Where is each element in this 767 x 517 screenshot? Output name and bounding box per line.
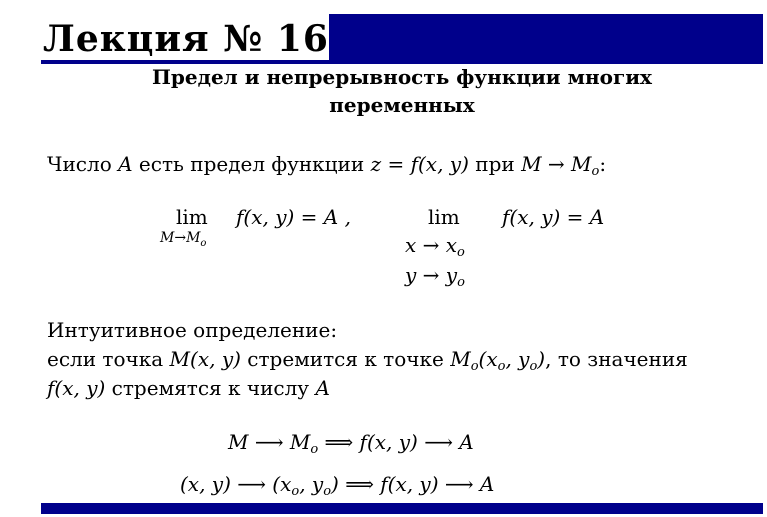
var-a: A bbox=[315, 376, 330, 400]
intuitive-text: стремятся к числу bbox=[105, 376, 316, 400]
limit1-word: lim bbox=[176, 205, 208, 229]
subscript: o bbox=[457, 245, 465, 260]
point-m0-coords: (x bbox=[478, 347, 498, 371]
definition-text: есть предел функции bbox=[132, 152, 371, 176]
subscript: o bbox=[200, 238, 207, 249]
point-m0-coords: ) bbox=[537, 347, 546, 371]
colon: : bbox=[599, 152, 607, 176]
subscript: o bbox=[470, 359, 479, 374]
intuitive-line2 bbox=[47, 347, 688, 374]
limit2-expression: f(x, y) = A bbox=[502, 205, 605, 229]
formula-text: , y bbox=[299, 472, 324, 496]
point-m0-coords: , y bbox=[505, 347, 530, 371]
limit2-condition-x bbox=[405, 233, 465, 260]
intuitive-text: , то значения bbox=[545, 347, 688, 371]
footer-blue-band bbox=[41, 503, 763, 514]
subscript: o bbox=[291, 484, 300, 499]
point-m0: M bbox=[450, 347, 471, 371]
slide-header bbox=[41, 14, 763, 60]
limit2-condition-y bbox=[405, 263, 465, 290]
function-expression: f(x, y) bbox=[47, 376, 106, 400]
condition-text: y → y bbox=[405, 263, 458, 287]
limit2-word: lim bbox=[428, 205, 460, 229]
intuitive-line3 bbox=[47, 376, 330, 400]
formula-text: ) ⟹ f(x, y) ⟶ A bbox=[331, 472, 495, 496]
subscript: o bbox=[457, 275, 465, 290]
limit-definition-sentence bbox=[47, 152, 606, 179]
formula-1 bbox=[228, 430, 474, 457]
topic-title-line1: Предел и непрерывность функции многих bbox=[152, 65, 652, 89]
definition-text: при bbox=[468, 152, 522, 176]
limit1-under-text: M→M bbox=[160, 230, 201, 246]
subscript: o bbox=[497, 359, 506, 374]
condition-text: x → x bbox=[405, 233, 458, 257]
intuitive-text: стремится к точке bbox=[240, 347, 451, 371]
topic-title-line2: переменных bbox=[329, 93, 475, 117]
subscript: o bbox=[310, 442, 319, 457]
header-blue-band bbox=[315, 14, 763, 60]
formula-text: (x, y) ⟶ (x bbox=[180, 472, 292, 496]
function-expression: z = f(x, y) bbox=[370, 152, 469, 176]
subscript: o bbox=[591, 164, 600, 179]
limit1-expression: f(x, y) = A , bbox=[236, 205, 351, 229]
subscript: o bbox=[529, 359, 538, 374]
lecture-title: Лекция № 16 bbox=[41, 14, 329, 60]
intuitive-text: если точка bbox=[47, 347, 170, 371]
definition-text: Число bbox=[47, 152, 119, 176]
intuitive-heading: Интуитивное определение: bbox=[47, 318, 338, 342]
subscript: o bbox=[323, 484, 332, 499]
approach-expression: M → M bbox=[521, 152, 592, 176]
point-m: M(x, y) bbox=[169, 347, 241, 371]
formula-2 bbox=[180, 472, 494, 499]
limit1-under bbox=[160, 230, 206, 249]
formula-text: ⟹ f(x, y) ⟶ A bbox=[318, 430, 474, 454]
var-a: A bbox=[118, 152, 133, 176]
formula-text: M ⟶ M bbox=[228, 430, 311, 454]
